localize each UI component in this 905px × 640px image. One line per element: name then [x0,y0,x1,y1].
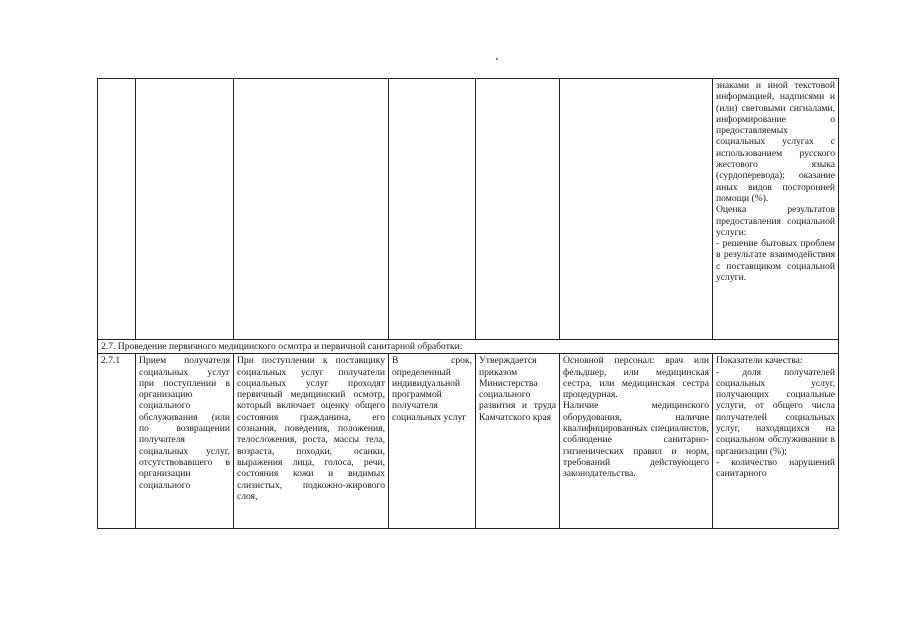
empty-cell [476,79,560,340]
section-header-row [98,340,839,354]
service-description-cell: При поступлении к поставщику социальных услуг получатели социальных услуг проходят первичный медицинский осмотр, который включает оценку общего состояния гражданина, его сознания, поведения, положения, телосложения, роста, массы тела, возраста, походки, осанки, выражения лица, голоса, речи, состояния кожи и видимых слизистых, подкожно-жирового слоя, [234,354,389,529]
row-number: 2.7.1 [98,354,136,529]
table-row-continuation [98,79,839,340]
empty-cell [389,79,476,340]
service-tariff-cell: Утверждается приказом Министерства социального развития и труда Камчатского края [476,354,560,529]
quality-indicators-cell: Показатели качества: - доля получателей социальных услуг, получающих социальные услуги, от общего числа получателей социальных услуг, находящихся на социальном обслуживании в организации (%); - количество нарушений санитарного [713,354,839,529]
empty-cell [234,79,389,340]
scan-speck [496,58,498,60]
quality-continuation-cell: знаками и иной текстовой информацией, надписями и (или) световыми сигналами, информирование о предоставляемых социальных услугах с использованием русского жестового языка (сурдоперевода); оказание иных видов посторонней помощи (%). Оценка результатов предоставления социальной услуги: - решение бытовых проблем в результате взаимодействия с поставщиком социальной услуги. [713,79,839,340]
table-row [98,354,839,529]
services-table [97,78,839,529]
service-conditions-cell: Основной персонал: врач или фельдшер, или медицинская сестра, или медицинская сестра процедурная. Наличие медицинского оборудования, наличие квалифицированных специалистов, соблюдение санитарно-гигиенических правил и норм, требований действующего законодательства. [560,354,713,529]
empty-cell [560,79,713,340]
empty-cell [98,79,136,340]
service-term-cell: В срок, определенный индивидуальной программой получателя социальных услуг [389,354,476,529]
service-name-cell: Прием получателя социальных услуг при поступлении в организацию социального обслуживания (или по возвращении получателя социальных услуг, отсутствовавшего в организации социального [136,354,234,529]
empty-cell [136,79,234,340]
section-title: 2.7. Проведение первичного медицинского осмотра и первичной санитарной обработки: [98,340,839,354]
